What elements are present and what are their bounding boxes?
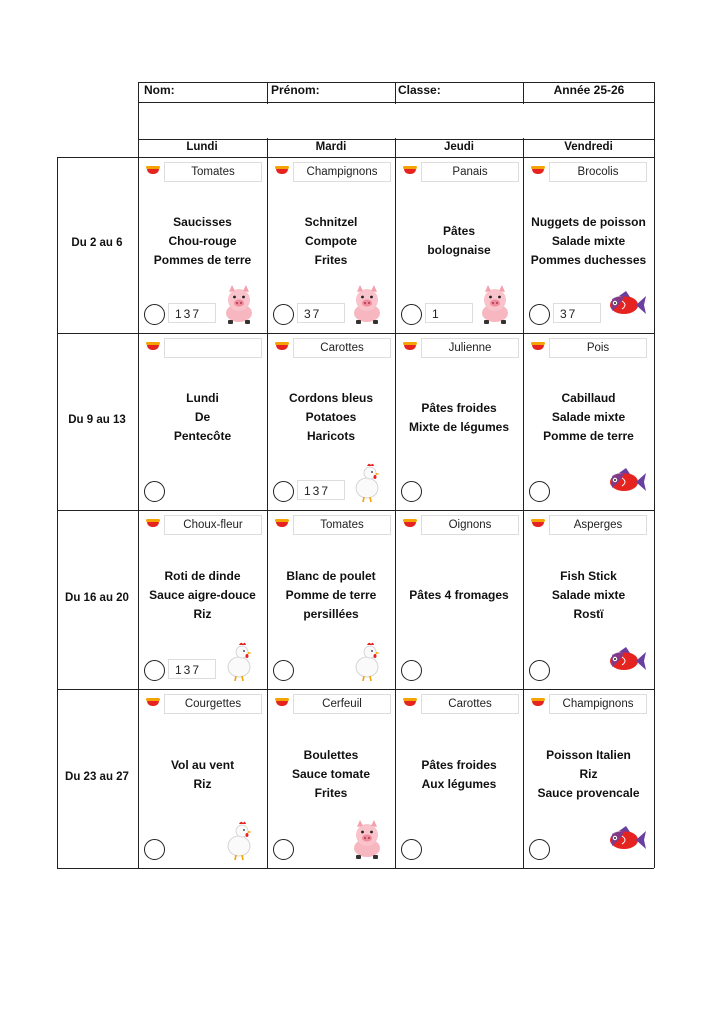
fish-icon: [604, 639, 648, 683]
soup-vegetable: Oignons: [421, 515, 519, 535]
dish-item: Vol au vent: [170, 757, 235, 772]
dish-item: Fish Stick: [560, 569, 617, 583]
day-header-jeudi: Jeudi: [443, 141, 475, 153]
choice-circle[interactable]: [144, 839, 165, 860]
soup-bowl-icon: [531, 698, 545, 706]
dish-item: Pomme de terre: [543, 429, 634, 443]
choice-circle[interactable]: [529, 304, 550, 325]
soup-bowl-icon: [403, 698, 417, 706]
chicken-icon: [217, 818, 261, 862]
choice-circle[interactable]: [401, 481, 422, 502]
dish-item: Sauce tomate: [291, 767, 371, 781]
menu-cell: [267, 333, 395, 510]
soup-vegetable: Tomates: [164, 162, 262, 182]
menu-cell: [395, 333, 523, 510]
classe-label: Classe:: [398, 83, 441, 97]
dish-list: [267, 389, 395, 446]
choice-circle[interactable]: [529, 660, 550, 681]
chicken-icon: [345, 639, 389, 683]
soup-vegetable: Pois: [549, 338, 647, 358]
menu-cell: [395, 157, 523, 333]
choice-circle[interactable]: [273, 304, 294, 325]
dish-list: [267, 567, 395, 624]
pig-icon: [345, 283, 389, 327]
fish-icon: [604, 283, 648, 327]
choice-circle[interactable]: [273, 481, 294, 502]
dish-item: Cabillaud: [561, 391, 616, 405]
week-label: Du 23 au 27: [65, 770, 129, 783]
dish-item: Pâtes 4 fromages: [409, 588, 509, 602]
dish-item: Nuggets de poisson: [531, 214, 646, 229]
choice-circle[interactable]: [401, 660, 422, 681]
dish-item: Roti de dinde: [164, 569, 241, 583]
dish-item: Boulettes: [303, 748, 359, 762]
dish-item: Riz: [193, 776, 212, 791]
count-box: 137: [297, 480, 345, 500]
dish-list: [138, 756, 267, 794]
dish-item: Lundi: [186, 391, 219, 405]
choice-circle[interactable]: [529, 839, 550, 860]
count-box: 1: [425, 303, 473, 323]
soup-bowl-icon: [531, 342, 545, 350]
menu-cell: [395, 510, 523, 689]
soup-bowl-icon: [403, 166, 417, 174]
dish-list: [395, 756, 523, 794]
grid-line: [57, 868, 654, 869]
soup-bowl-icon: [275, 519, 289, 527]
count-box: 37: [553, 303, 601, 323]
soup-vegetable: Cerfeuil: [293, 694, 391, 714]
dish-item: Pomme de terre: [285, 588, 377, 602]
day-header-vendredi: Vendredi: [564, 141, 613, 153]
soup-vegetable: Carottes: [293, 338, 391, 358]
choice-circle[interactable]: [144, 660, 165, 681]
menu-cell: [267, 157, 395, 333]
dish-list: [395, 222, 523, 260]
choice-circle[interactable]: [273, 839, 294, 860]
title-band: [140, 104, 652, 138]
dish-item: Chou-rouge: [168, 233, 237, 248]
soup-bowl-icon: [531, 166, 545, 174]
dish-item: Pâtes: [442, 224, 476, 238]
annee-label: Année 25-26: [553, 83, 625, 97]
dish-item: Sauce aigre-douce: [149, 588, 256, 602]
dish-list: [138, 213, 267, 270]
dish-item: Haricots: [306, 429, 356, 443]
dish-item: Mixte de légumes: [408, 419, 510, 434]
menu-cell: [267, 510, 395, 689]
dish-list: [523, 213, 654, 270]
dish-item: Potatoes: [305, 410, 357, 424]
soup-bowl-icon: [146, 519, 160, 527]
chicken-icon: [345, 460, 389, 504]
soup-bowl-icon: [146, 166, 160, 174]
dish-item: Blanc de poulet: [286, 569, 376, 583]
dish-item: Riz: [579, 767, 598, 781]
menu-cell: [523, 510, 654, 689]
soup-bowl-icon: [275, 166, 289, 174]
dish-item: Salade mixte: [551, 588, 626, 602]
chicken-icon: [217, 639, 261, 683]
dish-item: Saucisses: [173, 214, 232, 229]
dish-item: Sauce provencale: [537, 786, 640, 800]
grid-line: [138, 102, 654, 103]
choice-circle[interactable]: [273, 660, 294, 681]
dish-item: Frites: [314, 786, 348, 800]
choice-circle[interactable]: [144, 481, 165, 502]
grid-line: [138, 139, 654, 140]
dish-list: [395, 586, 523, 605]
pig-icon: [345, 818, 389, 862]
soup-bowl-icon: [403, 342, 417, 350]
pig-icon: [473, 283, 517, 327]
dish-list: [395, 399, 523, 437]
count-box: 37: [297, 303, 345, 323]
menu-cell: [523, 333, 654, 510]
dish-item: Riz: [193, 607, 212, 621]
soup-bowl-icon: [146, 698, 160, 706]
dish-item: Pâtes froides: [421, 400, 497, 415]
fish-icon: [604, 818, 648, 862]
dish-item: Aux légumes: [421, 776, 497, 791]
soup-vegetable: Courgettes: [164, 694, 262, 714]
choice-circle[interactable]: [401, 839, 422, 860]
soup-vegetable: Panais: [421, 162, 519, 182]
menu-cell: [395, 689, 523, 868]
soup-vegetable: Champignons: [549, 694, 647, 714]
soup-vegetable: Carottes: [421, 694, 519, 714]
choice-circle[interactable]: [401, 304, 422, 325]
soup-bowl-icon: [531, 519, 545, 527]
soup-vegetable: Julienne: [421, 338, 519, 358]
dish-item: Salade mixte: [551, 410, 626, 424]
dish-list: [523, 746, 654, 803]
week-label: Du 2 au 6: [71, 237, 123, 249]
dish-item: Cordons bleus: [288, 391, 373, 405]
menu-cell: [267, 689, 395, 868]
week-label: Du 9 au 13: [68, 413, 126, 426]
choice-circle[interactable]: [529, 481, 550, 502]
dish-list: [523, 567, 654, 624]
nom-label: Nom:: [144, 83, 175, 97]
dish-item: Pentecôte: [173, 429, 232, 443]
dish-item: Pâtes froides: [421, 757, 497, 772]
day-header-mardi: Mardi: [315, 141, 347, 153]
fish-icon: [604, 460, 648, 504]
menu-cell: [138, 333, 267, 510]
menu-cell: [138, 157, 267, 333]
day-header-lundi: Lundi: [186, 141, 218, 153]
menu-cell: [523, 157, 654, 333]
dish-item: Rostï: [573, 607, 604, 621]
prenom-label: Prénom:: [271, 83, 320, 97]
dish-list: [138, 567, 267, 624]
soup-vegetable: [164, 338, 262, 358]
soup-bowl-icon: [146, 342, 160, 350]
dish-item: Poisson Italien: [546, 748, 631, 762]
count-box: 137: [168, 303, 216, 323]
dish-item: Salade mixte: [551, 233, 626, 248]
menu-cell: [138, 510, 267, 689]
grid-line: [57, 157, 58, 868]
dish-list: [267, 213, 395, 270]
dish-item: bolognaise: [427, 243, 491, 257]
dish-item: Pommes duchesses: [530, 252, 647, 267]
dish-item: Frites: [314, 252, 348, 267]
grid-line: [654, 82, 655, 868]
dish-item: Pommes de terre: [153, 252, 252, 267]
dish-item: Schnitzel: [304, 214, 358, 229]
soup-bowl-icon: [403, 519, 417, 527]
dish-item: persillées: [303, 607, 359, 621]
choice-circle[interactable]: [144, 304, 165, 325]
soup-vegetable: Brocolis: [549, 162, 647, 182]
soup-vegetable: Tomates: [293, 515, 391, 535]
dish-item: Compote: [305, 233, 357, 248]
soup-vegetable: Choux-fleur: [164, 515, 262, 535]
soup-bowl-icon: [275, 342, 289, 350]
soup-vegetable: Asperges: [549, 515, 647, 535]
menu-cell: [138, 689, 267, 868]
pig-icon: [217, 283, 261, 327]
week-label: Du 16 au 20: [65, 591, 129, 604]
dish-list: [267, 746, 395, 803]
soup-vegetable: Champignons: [293, 162, 391, 182]
menu-cell: [523, 689, 654, 868]
count-box: 137: [168, 659, 216, 679]
soup-bowl-icon: [275, 698, 289, 706]
grid-line: [138, 82, 654, 83]
dish-item: De: [194, 410, 211, 424]
dish-list: [523, 389, 654, 446]
dish-list: [138, 389, 267, 446]
